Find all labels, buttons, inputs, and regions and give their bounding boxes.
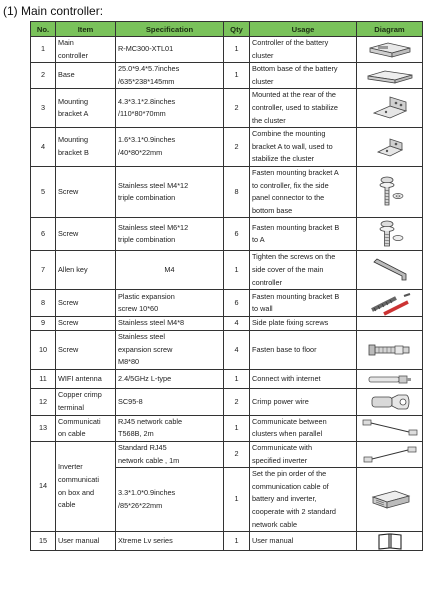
item-quantity: 1	[224, 37, 250, 63]
item-name: Screw	[56, 290, 116, 317]
item-usage: User manual	[250, 532, 357, 551]
table-row	[31, 369, 423, 388]
item-specification: SC95-8	[116, 388, 224, 415]
diagram-cell	[357, 37, 423, 63]
plastic-expansion-screw-icon	[359, 290, 420, 316]
item-specification: Stainless steel M4*12 triple combination	[116, 166, 224, 217]
item-quantity: 4	[224, 331, 250, 370]
table-row	[31, 218, 423, 251]
diagram-cell	[357, 89, 423, 128]
column-header: Specification	[116, 22, 224, 37]
table-row	[31, 166, 423, 217]
item-number: 6	[31, 218, 56, 251]
item-specification: R-MC300-XTL01	[116, 37, 224, 63]
item-quantity: 2	[224, 89, 250, 128]
item-number: 15	[31, 532, 56, 551]
diagram-cell	[357, 415, 423, 441]
network-cable-icon	[359, 416, 420, 440]
column-header: No.	[31, 22, 56, 37]
item-number: 11	[31, 369, 56, 388]
item-usage: Bottom base of the battery cluster	[250, 63, 357, 89]
item-quantity: 8	[224, 166, 250, 217]
table-row	[31, 331, 423, 370]
item-quantity: 1	[224, 63, 250, 89]
table-row	[31, 89, 423, 128]
item-usage: Set the pin order of the communication cable of battery and inverter, cooperate with 2 standard network cable	[250, 468, 357, 532]
table-row	[31, 128, 423, 167]
item-number: 1	[31, 37, 56, 63]
item-specification: 1.6*3.1*0.9inches /40*80*22mm	[116, 128, 224, 167]
diagram-cell	[357, 251, 423, 290]
item-name: Inverter communicati on box and cable	[56, 442, 116, 532]
short-network-cable-icon	[359, 444, 420, 466]
item-number: 9	[31, 317, 56, 331]
item-specification: RJ45 network cable T568B, 2m	[116, 415, 224, 441]
bracket-b-icon	[359, 133, 420, 161]
table-row	[31, 251, 423, 290]
item-name: Copper crimp terminal	[56, 388, 116, 415]
item-usage: Communicate between clusters when parallel	[250, 415, 357, 441]
diagram-cell	[357, 369, 423, 388]
item-name: WIFI antenna	[56, 369, 116, 388]
table-row	[31, 317, 423, 331]
section-heading: (1) Main controller:	[3, 4, 104, 18]
item-usage: Controller of the battery cluster	[250, 37, 357, 63]
item-quantity: 6	[224, 290, 250, 317]
item-usage: Connect with internet	[250, 369, 357, 388]
item-name: Main controller	[56, 37, 116, 63]
table-header-row	[31, 22, 423, 37]
item-specification: 4.3*3.1*2.8inches /110*80*70mm	[116, 89, 224, 128]
item-number: 3	[31, 89, 56, 128]
table-row	[31, 388, 423, 415]
item-name: Screw	[56, 166, 116, 217]
base-icon	[359, 66, 420, 86]
item-number: 4	[31, 128, 56, 167]
diagram-cell	[357, 63, 423, 89]
item-quantity: 1	[224, 251, 250, 290]
table-row	[31, 415, 423, 441]
item-specification: Xtreme Lv series	[116, 532, 224, 551]
item-usage: Fasten mounting bracket B to wall	[250, 290, 357, 317]
communication-box-icon	[359, 483, 420, 517]
item-specification: M4	[116, 251, 224, 290]
table-row	[31, 532, 423, 551]
item-name: Mounting bracket A	[56, 89, 116, 128]
diagram-cell	[357, 218, 423, 251]
item-number: 7	[31, 251, 56, 290]
item-name: Screw	[56, 317, 116, 331]
item-usage: Side plate fixing screws	[250, 317, 357, 331]
item-specification: 2.4/5GHz L-type	[116, 369, 224, 388]
diagram-cell	[357, 532, 423, 551]
item-specification: 25.0*9.4*5.7inches /635*238*145mm	[116, 63, 224, 89]
item-name: Screw	[56, 218, 116, 251]
parts-table	[30, 21, 423, 551]
item-quantity: 1	[224, 468, 250, 532]
diagram-cell	[357, 388, 423, 415]
item-usage: Combine the mounting bracket A to wall, used to stabilize the cluster	[250, 128, 357, 167]
controller-box-icon	[359, 40, 420, 60]
item-number: 8	[31, 290, 56, 317]
item-name: Communicati on cable	[56, 415, 116, 441]
column-header: Diagram	[357, 22, 423, 37]
item-quantity: 1	[224, 415, 250, 441]
item-quantity: 1	[224, 532, 250, 551]
item-quantity: 2	[224, 388, 250, 415]
item-specification: Stainless steel expansion screw M8*80	[116, 331, 224, 370]
item-usage: Tighten the screws on the side cover of the main controller	[250, 251, 357, 290]
diagram-cell	[357, 468, 423, 532]
item-specification: Stainless steel M6*12 triple combination	[116, 218, 224, 251]
wifi-antenna-icon	[359, 370, 420, 388]
item-name: Base	[56, 63, 116, 89]
diagram-cell	[357, 166, 423, 217]
item-usage: Fasten mounting bracket B to A	[250, 218, 357, 251]
item-specification: Standard RJ45 network cable , 1m	[116, 442, 224, 468]
item-name: User manual	[56, 532, 116, 551]
crimp-terminal-icon	[359, 389, 420, 415]
screw-m6-icon	[359, 218, 420, 250]
allen-key-icon	[359, 256, 420, 284]
item-quantity: 2	[224, 128, 250, 167]
bracket-a-icon	[359, 93, 420, 123]
diagram-cell	[357, 331, 423, 370]
diagram-cell	[357, 317, 423, 331]
table-row	[31, 37, 423, 63]
screw-m4-icon	[359, 172, 420, 212]
diagram-cell	[357, 128, 423, 167]
diagram-cell	[357, 290, 423, 317]
item-specification: Stainless steel M4*8	[116, 317, 224, 331]
item-usage: Communicate with specified inverter	[250, 442, 357, 468]
item-number: 10	[31, 331, 56, 370]
item-quantity: 4	[224, 317, 250, 331]
item-number: 2	[31, 63, 56, 89]
item-usage: Crimp power wire	[250, 388, 357, 415]
item-specification: 3.3*1.0*0.9inches /85*26*22mm	[116, 468, 224, 532]
column-header: Usage	[250, 22, 357, 37]
item-name: Allen key	[56, 251, 116, 290]
item-quantity: 2	[224, 442, 250, 468]
item-number: 5	[31, 166, 56, 217]
table-row	[31, 442, 423, 468]
table-row	[31, 63, 423, 89]
expansion-bolt-icon	[359, 341, 420, 359]
book-icon	[359, 532, 420, 550]
item-quantity: 1	[224, 369, 250, 388]
item-usage: Fasten mounting bracket A to controller, fix the side panel connector to the bottom base	[250, 166, 357, 217]
item-name: Screw	[56, 331, 116, 370]
item-usage: Fasten base to floor	[250, 331, 357, 370]
column-header: Qty	[224, 22, 250, 37]
item-number: 14	[31, 442, 56, 532]
diagram-cell	[357, 442, 423, 468]
column-header: Item	[56, 22, 116, 37]
item-usage: Mounted at the rear of the controller, used to stabilize the cluster	[250, 89, 357, 128]
item-number: 12	[31, 388, 56, 415]
item-specification: Plastic expansion screw 10*60	[116, 290, 224, 317]
item-quantity: 6	[224, 218, 250, 251]
item-number: 13	[31, 415, 56, 441]
table-row	[31, 290, 423, 317]
item-name: Mounting bracket B	[56, 128, 116, 167]
